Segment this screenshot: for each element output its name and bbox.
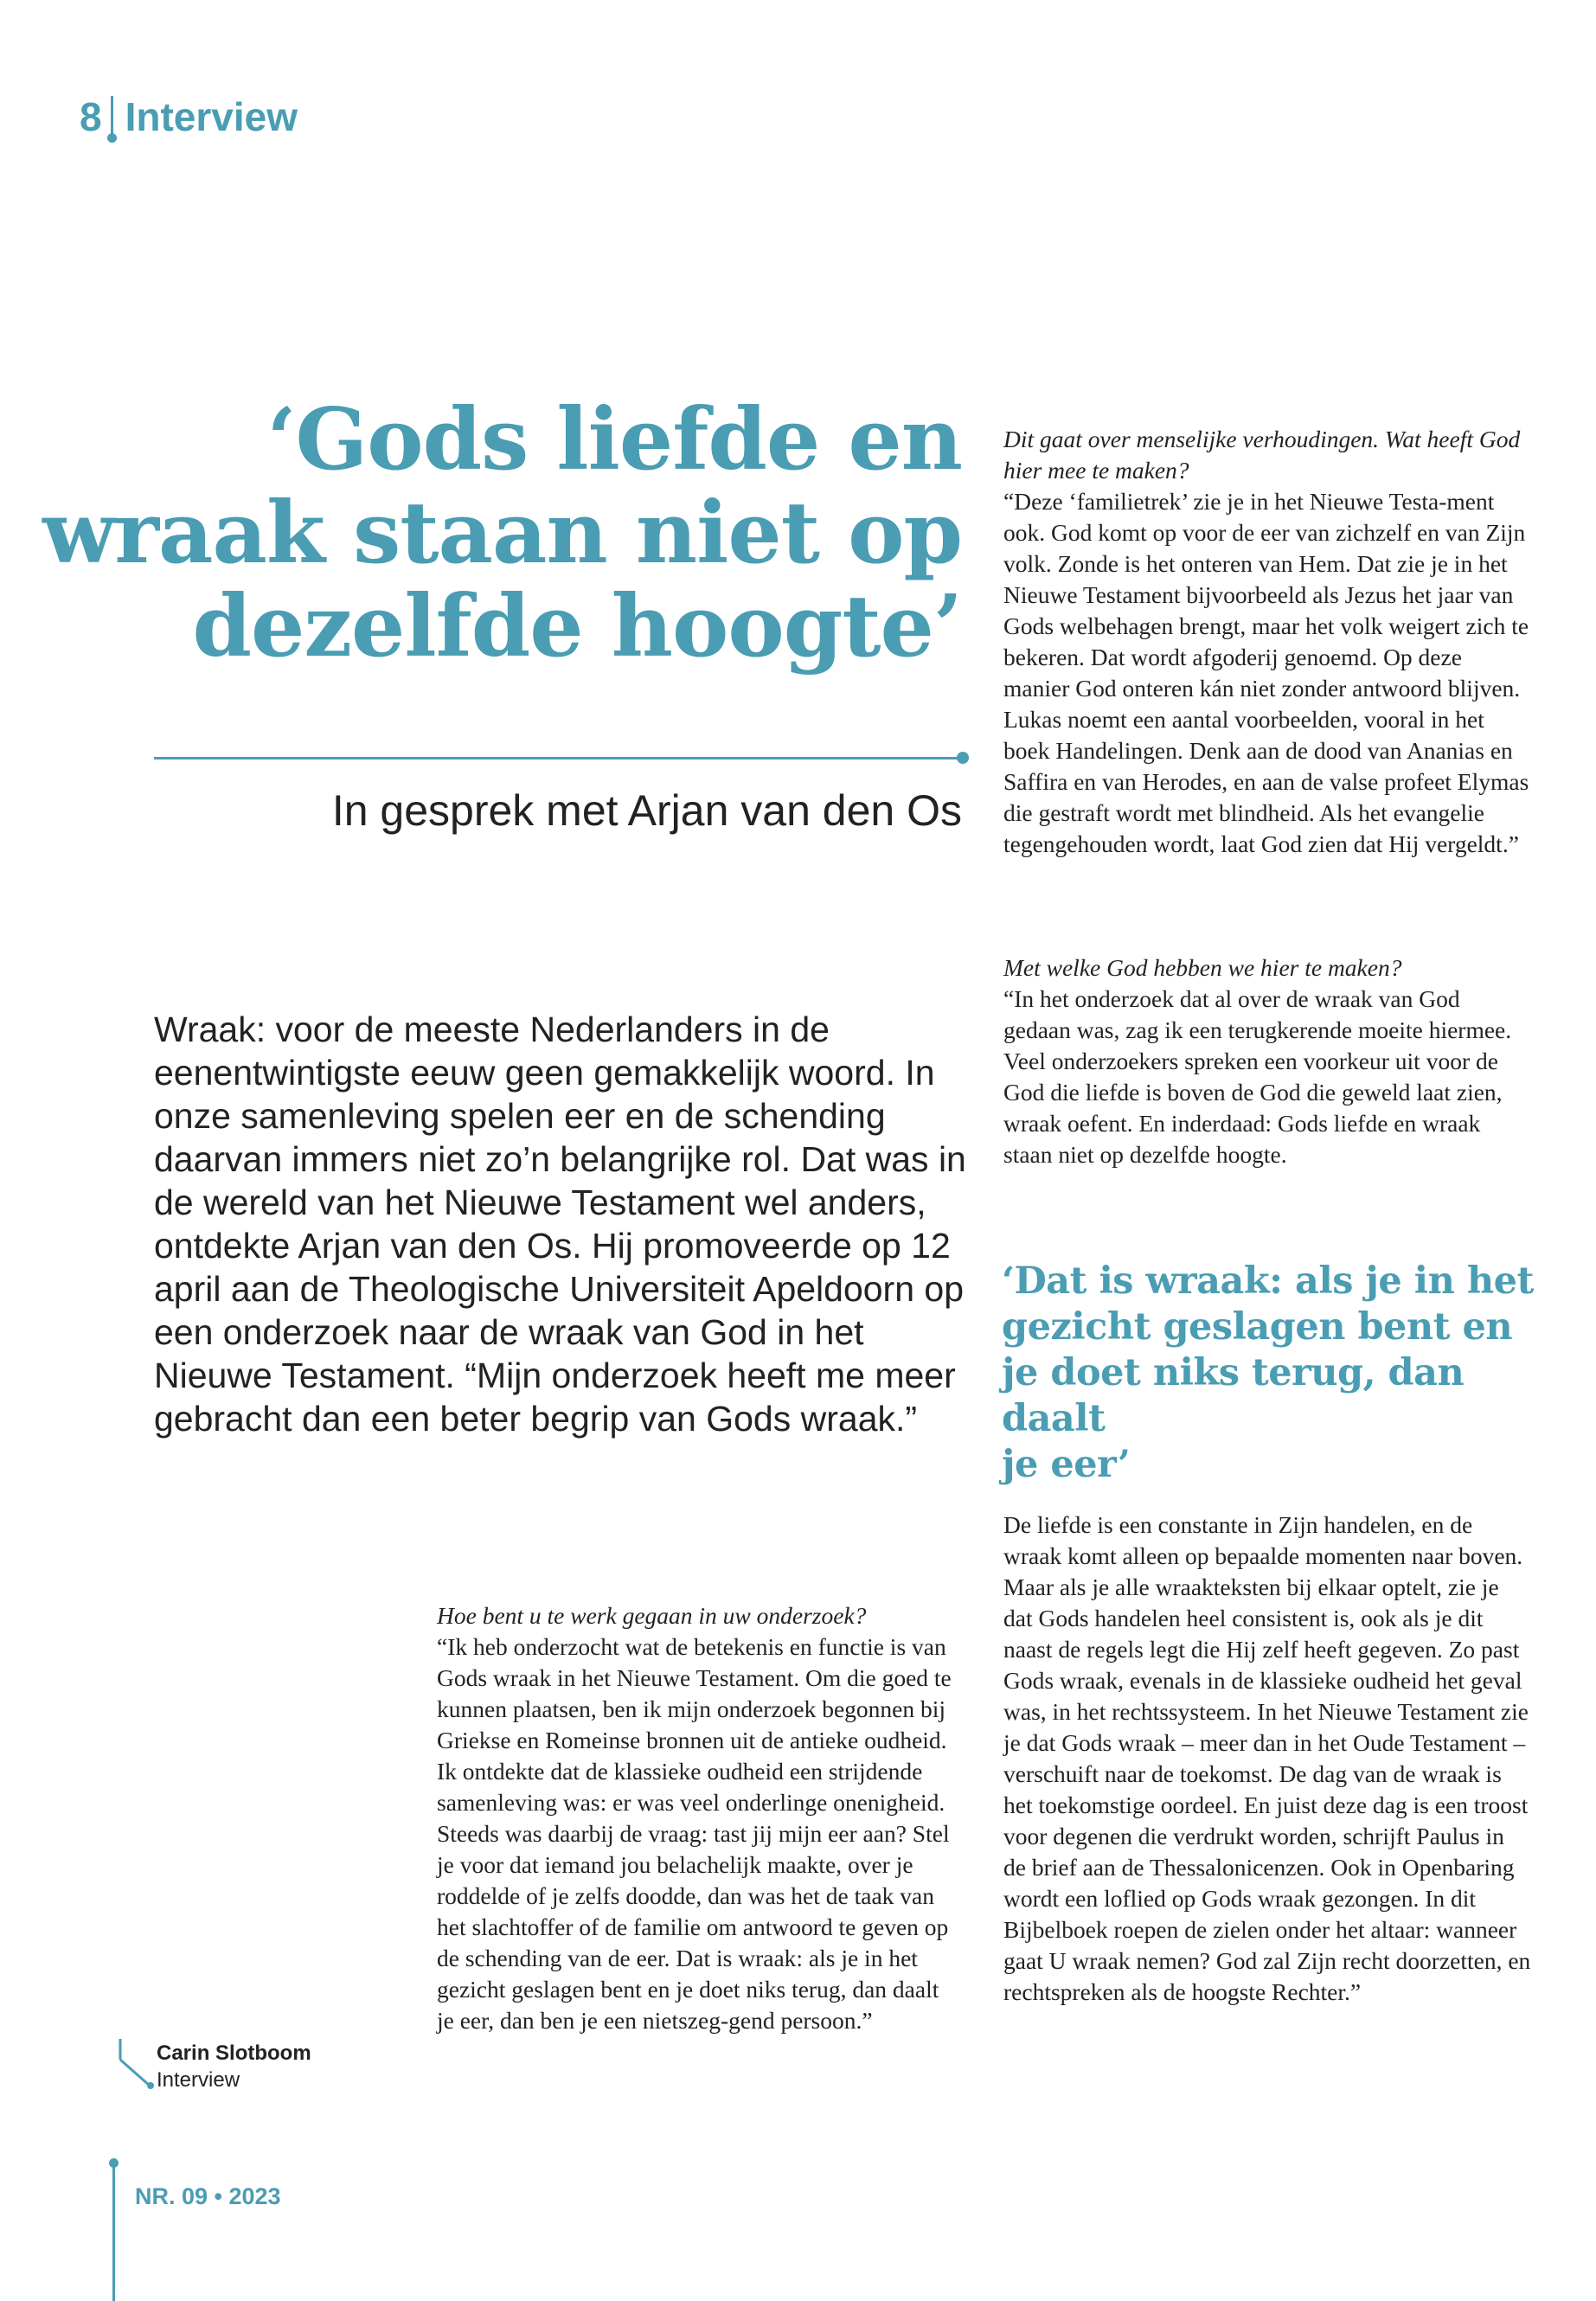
issue-number: NR. 09 • 2023 xyxy=(135,2183,281,2209)
interview-answer: “In het onderzoek dat al over de wraak van God gedaan was, zag ik een terugkerende moeite hiermee. Veel onderzoekers spreken een voorkeur uit voor de God die liefde is boven de God die geweld laat zien, wraak oefent. En inderdaad: Gods liefde en wraak staan niet op dezelfde hoogte. xyxy=(1003,985,1512,1168)
title-divider-dot xyxy=(957,752,969,764)
section-label: Interview xyxy=(125,94,298,139)
column-right-middle xyxy=(1003,952,1531,1170)
pull-quote-line: je eer’ xyxy=(1002,1443,1131,1486)
interview-question: Dit gaat over menselijke verhoudingen. Wat heeft God hier mee te maken? xyxy=(1003,426,1521,484)
interview-answer: “Deze ‘familietrek’ zie je in het Nieuwe Testa-ment ook. God komt op voor de eer van zichzelf en van Zijn volk. Zonde is het onteren van Hem. Dat zie je in het Nieuwe Testament bijvoorbeeld als Jezus het jaar van Gods welbehagen brengt, maar het volk weigert zich te bekeren. Dat wordt afgoderij genoemd. Op deze manier God onteren kán niet zonder antwoord blijven. Lukas noemt een aantal voorbeelden, vooral in het boek Handelingen. Denk aan de dood van Ananias en Saffira en van Herodes, en aan de valse profeet Elymas die gestraft wordt met blindheid. Als het evangelie tegengehouden wordt, laat God zien dat Hij vergeldt.” xyxy=(1003,488,1529,857)
title-line: dezelfde hoogte’ xyxy=(192,577,962,676)
column-right-bottom xyxy=(1003,1509,1531,2008)
interview-question: Met welke God hebben we hier te maken? xyxy=(1003,954,1402,981)
page-number: 8 xyxy=(80,94,102,139)
footer-rule xyxy=(112,2164,115,2301)
column-right-top xyxy=(1003,424,1531,860)
title-line: ‘Gods liefde en xyxy=(266,390,962,490)
author-role: Interview xyxy=(157,2068,240,2092)
column-left xyxy=(437,1600,956,2036)
pull-quote-line: je doet niks terug, dan daalt xyxy=(1002,1351,1465,1440)
author-name: Carin Slotboom xyxy=(157,2041,311,2065)
pull-quote-line: ‘Dat is wraak: als je in het xyxy=(1002,1259,1534,1303)
title-divider xyxy=(154,757,960,760)
pen-line-icon xyxy=(117,2035,160,2089)
pull-quote xyxy=(1002,1259,1573,1488)
header-divider xyxy=(111,96,113,138)
pull-quote-line: gezicht geslagen bent en xyxy=(1002,1305,1513,1349)
interview-answer: De liefde is een constante in Zijn handelen, en de wraak komt alleen op bepaalde momenten naar boven. Maar als je alle wraakteksten bij elkaar optelt, zie je dat Gods handelen heel consistent is, ook als je dit naast de regels legt die Hij zelf heeft gegeven. Zo past Gods wraak, evenals in de klassieke oudheid het geval was, in het rechtssysteem. In het Nieuwe Testament zie je dat Gods wraak – meer dan in het Oude Testament – verschuift naar de toekomst. De dag van de wraak is het toekomstige oordeel. En juist deze dag is een troost voor degenen die verdrukt worden, schrijft Paulus in de brief aan de Thessalonicenzen. Ook in Openbaring wordt een loflied op Gods wraak gezongen. In dit Bijbelboek roepen de zielen onder het altaar: wanneer gaat U wraak nemen? God zal Zijn recht doorzetten, en rechtspreken als de hoogste Rechter.” xyxy=(1003,1511,1531,2005)
article-intro: Wraak: voor de meeste Nederlanders in de eenentwintigste eeuw geen gemakkelijk woord. In onze samenleving spelen eer en de schending daarvan immers niet zo’n belangrijke rol. Dat was in de wereld van het Nieuwe Testament wel anders, ontdekte Arjan van den Os. Hij promoveerde op 12 april aan de Theologische Universiteit Apeldoorn op een onderzoek naar de wraak van God in het Nieuwe Testament. “Mijn onderzoek heeft me meer gebracht dan een beter begrip van Gods wraak.” xyxy=(154,1009,966,1439)
title-line: wraak staan niet op xyxy=(42,484,962,583)
article-title xyxy=(10,390,962,676)
interview-answer: “Ik heb onderzocht wat de betekenis en functie is van Gods wraak in het Nieuwe Testament. Om die goed te kunnen plaatsen, ben ik mijn onderzoek begonnen bij Griekse en Romeinse bronnen uit de antieke oudheid. Ik ontdekte dat de klassieke oudheid een strijdende samenleving was: er was veel onderlinge onenigheid. Steeds was daarbij de vraag: tast jij mijn eer aan? Stel je voor dat iemand jou belachelijk maakte, over je roddelde of je zelfs doodde, dan was het de taak van het slachtoffer of de familie om antwoord te geven op de schending van de eer. Dat is wraak: als je in het gezicht geslagen bent en je doet niks terug, dan daalt je eer, dan ben je een nietszeg-gend persoon.” xyxy=(437,1633,952,2034)
article-subtitle: In gesprek met Arjan van den Os xyxy=(331,786,962,835)
interview-question: Hoe bent u te werk gegaan in uw onderzoek? xyxy=(437,1602,867,1629)
section-header xyxy=(80,93,298,140)
author-credit xyxy=(157,2040,311,2093)
